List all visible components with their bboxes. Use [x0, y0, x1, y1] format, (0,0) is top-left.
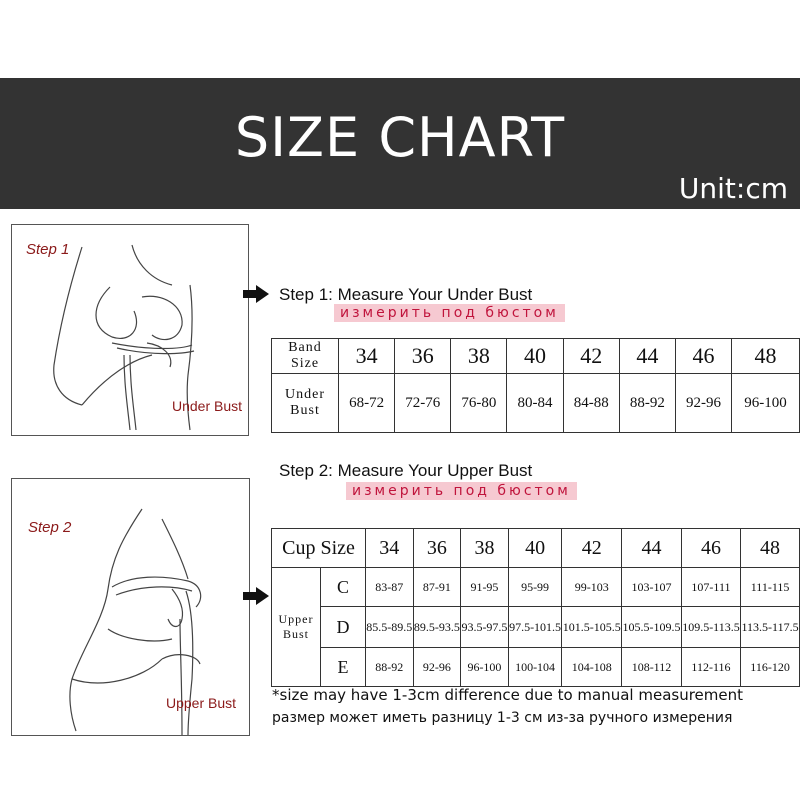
upper-bust-cell: 116-120 — [741, 648, 800, 687]
upper-bust-cell: 111-115 — [741, 568, 800, 607]
upper-bust-cell: 85.5-89.5 — [366, 607, 414, 648]
cup-size-header-cell: 48 — [741, 529, 800, 568]
upper-bust-caption: Upper Bust — [166, 695, 237, 711]
under-bust-cell: 80-84 — [507, 374, 563, 433]
cup-size-header-cell: 44 — [622, 529, 682, 568]
step-1-label: Step 1 — [26, 241, 70, 258]
cup-size-header-cell: 40 — [508, 529, 562, 568]
under-bust-cell: 68-72 — [339, 374, 395, 433]
upper-bust-cell: 109.5-113.5 — [681, 607, 740, 648]
under-bust-cell: 92-96 — [675, 374, 731, 433]
upper-bust-illustration — [11, 478, 250, 736]
upper-bust-cell: 95-99 — [508, 568, 562, 607]
arrow-right-icon — [243, 587, 269, 605]
under-bust-caption: Under Bust — [172, 398, 243, 414]
cup-size-header-cell: 46 — [681, 529, 740, 568]
cup-size-header-cell: 36 — [413, 529, 461, 568]
upper-bust-cell: 96-100 — [461, 648, 509, 687]
under-bust-cell: 84-88 — [563, 374, 619, 433]
band-size-row — [272, 339, 800, 374]
cup-size-header-cell: 34 — [366, 529, 414, 568]
step-1-heading-ru: измерить под бюстом — [334, 304, 565, 322]
upper-bust-cell: 108-112 — [622, 648, 682, 687]
cup-size-header-cell: 42 — [562, 529, 622, 568]
under-bust-illustration — [11, 224, 249, 436]
upper-bust-cell: 103-107 — [622, 568, 682, 607]
band-size-cell: 44 — [619, 339, 675, 374]
size-note: *size may have 1-3cm difference due to manual measurement — [272, 686, 744, 704]
band-size-cell: 40 — [507, 339, 563, 374]
cup-size-label: Cup Size — [272, 529, 366, 568]
under-bust-cell: 88-92 — [619, 374, 675, 433]
upper-bust-cell: 101.5-105.5 — [562, 607, 622, 648]
size-note-ru: размер может иметь разницу 1-3 см из-за ручного измерения — [272, 710, 733, 726]
cup-size-table — [271, 528, 800, 687]
upper-bust-cell: 100-104 — [508, 648, 562, 687]
cup-d-row — [272, 607, 800, 648]
band-size-cell: 48 — [732, 339, 800, 374]
unit-label: Unit:cm — [678, 172, 788, 205]
upper-bust-cell: 91-95 — [461, 568, 509, 607]
upper-bust-cell: 105.5-109.5 — [622, 607, 682, 648]
upper-bust-cell: 104-108 — [562, 648, 622, 687]
cup-size-header-cell: 38 — [461, 529, 509, 568]
band-size-cell: 42 — [563, 339, 619, 374]
upper-bust-cell: 107-111 — [681, 568, 740, 607]
upper-bust-cell: 112-116 — [681, 648, 740, 687]
band-size-table — [271, 338, 800, 433]
under-bust-row — [272, 374, 800, 433]
upper-bust-cell: 89.5-93.5 — [413, 607, 461, 648]
upper-bust-cell: 83-87 — [366, 568, 414, 607]
cup-c-row — [272, 568, 800, 607]
step-2-label: Step 2 — [28, 519, 72, 536]
upper-bust-cell: 88-92 — [366, 648, 414, 687]
upper-bust-cell: 99-103 — [562, 568, 622, 607]
upper-bust-cell: 93.5-97.5 — [461, 607, 509, 648]
upper-bust-cell: 113.5-117.5 — [741, 607, 800, 648]
band-size-cell: 34 — [339, 339, 395, 374]
upper-bust-label: Upper Bust — [272, 568, 321, 687]
band-size-cell: 36 — [395, 339, 451, 374]
arrow-right-icon — [243, 285, 269, 303]
cup-letter: C — [321, 568, 366, 607]
step-2-heading: Step 2: Measure Your Upper Bust — [279, 461, 533, 480]
under-bust-cell: 96-100 — [732, 374, 800, 433]
step-1-heading: Step 1: Measure Your Under Bust — [279, 285, 533, 304]
cup-letter: E — [321, 648, 366, 687]
step-2-heading-ru: измерить под бюстом — [346, 482, 577, 500]
page-title: SIZE CHART — [234, 106, 566, 169]
upper-bust-cell: 87-91 — [413, 568, 461, 607]
upper-bust-cell: 92-96 — [413, 648, 461, 687]
cup-letter: D — [321, 607, 366, 648]
under-bust-cell: 76-80 — [451, 374, 507, 433]
cup-size-header-row — [272, 529, 800, 568]
band-size-cell: 38 — [451, 339, 507, 374]
header-banner — [0, 78, 800, 209]
under-bust-label: Under Bust — [272, 374, 339, 433]
under-bust-cell: 72-76 — [395, 374, 451, 433]
band-size-label: Band Size — [272, 339, 339, 374]
cup-e-row — [272, 648, 800, 687]
upper-bust-cell: 97.5-101.5 — [508, 607, 562, 648]
band-size-cell: 46 — [675, 339, 731, 374]
